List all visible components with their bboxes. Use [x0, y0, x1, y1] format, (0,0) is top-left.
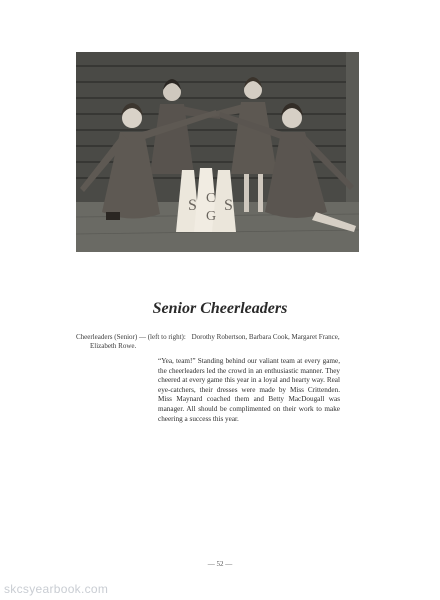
- megaphone-letter-2: C: [206, 191, 216, 206]
- watermark-text: skcsyearbook.com: [4, 582, 109, 596]
- megaphones: [176, 168, 236, 232]
- caption-names-continued: Elizabeth Rowe.: [90, 342, 137, 350]
- page-number: — 52 —: [207, 560, 233, 568]
- caption-names: Dorothy Robertson, Barbara Cook, Margaret France,: [191, 333, 340, 341]
- cheerleaders-photo-image: [76, 52, 359, 252]
- megaphone-letter-1: S: [188, 197, 197, 214]
- photo-caption: [76, 333, 360, 351]
- page-title: Senior Cheerleaders: [152, 300, 288, 317]
- megaphone-letter-3: G: [206, 209, 217, 224]
- cheerleaders-photo: [76, 52, 359, 252]
- caption-label: Cheerleaders (Senior) — (left to right):: [76, 333, 186, 341]
- megaphone-letter-4: S: [224, 197, 233, 214]
- article-paragraph: “Yea, team!” Standing behind our valiant team at every game, the cheerleaders led the crowd in an enthusiastic manner. They cheered at every game this year in a loyal and hearty way. Real eye-catchers, their dresses were made by Miss Crittenden. Miss Maynard coached them and Betty MacDougall was manager. All should be complimented on their work to make cheering a success this year.: [158, 357, 340, 423]
